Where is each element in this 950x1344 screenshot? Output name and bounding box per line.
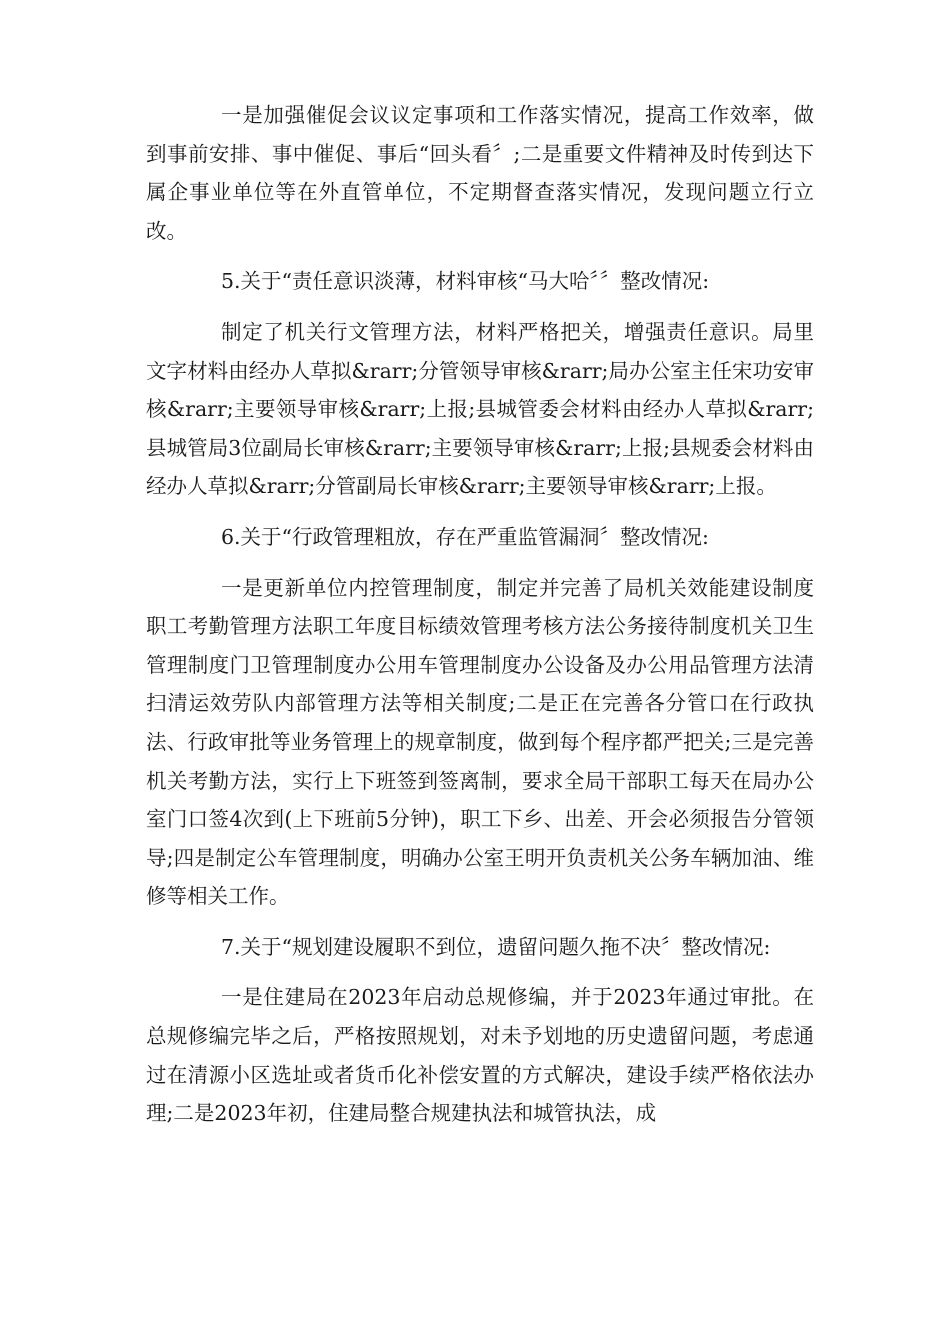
heading-item-6: 6.关于“行政管理粗放，存在严重监管漏洞〞整改情况: xyxy=(221,524,709,549)
paragraph-management-rules: 一是更新单位内控管理制度，制定并完善了局机关效能建设制度职工考勤管理方法职工年度目标绩效管理考核方法公务接待制度机关卫生管理制度门卫管理制度办公用车管理制度办公设备及办公用品管理方法清扫清运效劳队内部管理方法等相关制度;二是正在完善各分管口在行政执法、行政审批等业务管理上的规章制度，做到每个程序都严把关;三是完善机关考勤方法，实行上下班签到签离制，要求全局干部职工每天在局办公室门口签4次到(上下班前5分钟)，职工下乡、出差、开会必须报告分管领导;四是制定公车管理制度，明确办公室王明开负责机关公务车辆加油、维修等相关工作。 xyxy=(146,575,814,909)
heading-item-5: 5.关于“责任意识淡薄，材料审核“马大哈〞〞整改情况: xyxy=(221,269,710,294)
paragraph-gap xyxy=(146,966,814,978)
document-page xyxy=(146,96,814,1133)
heading-item-7: 7.关于“规划建设履职不到位，遗留问题久拖不决〞整改情况: xyxy=(221,934,771,959)
paragraph-document-review: 制定了机关行文管理方法，材料严格把关，增强责任意识。局里文字材料由经办人草拟&rarr;分管领导审核&rarr;局办公室主任宋功安审核&rarr;主要领导审核&rarr;上报;县城管委会材料由经办人草拟&rarr;县城管局3位副局长审核&rarr;主要领导审核&rarr;上报;县规委会材料由经办人草拟&rarr;分管副局长审核&rarr;主要领导审核&rarr;上报。 xyxy=(146,319,814,499)
paragraph-supervision: 一是加强催促会议议定事项和工作落实情况，提高工作效率，做到事前安排、事中催促、事后“回头看〞;二是重要文件精神及时传到达下属企事业单位等在外直管单位，不定期督查落实情况，发现问题立行立改。 xyxy=(146,103,814,243)
paragraph-gap xyxy=(146,250,814,262)
paragraph-gap xyxy=(146,301,814,313)
paragraph-planning: 一是住建局在2023年启动总规修编，并于2023年通过审批。在总规修编完毕之后，严格按照规划，对未予划地的历史遗留问题，考虑通过在清源小区选址或者货币化补偿安置的方式解决，建设手续严格依法办理;二是2023年初，住建局整合规建执法和城管执法，成 xyxy=(146,985,814,1126)
paragraph-gap xyxy=(146,506,814,518)
paragraph-gap xyxy=(146,916,814,928)
paragraph-gap xyxy=(146,557,814,569)
